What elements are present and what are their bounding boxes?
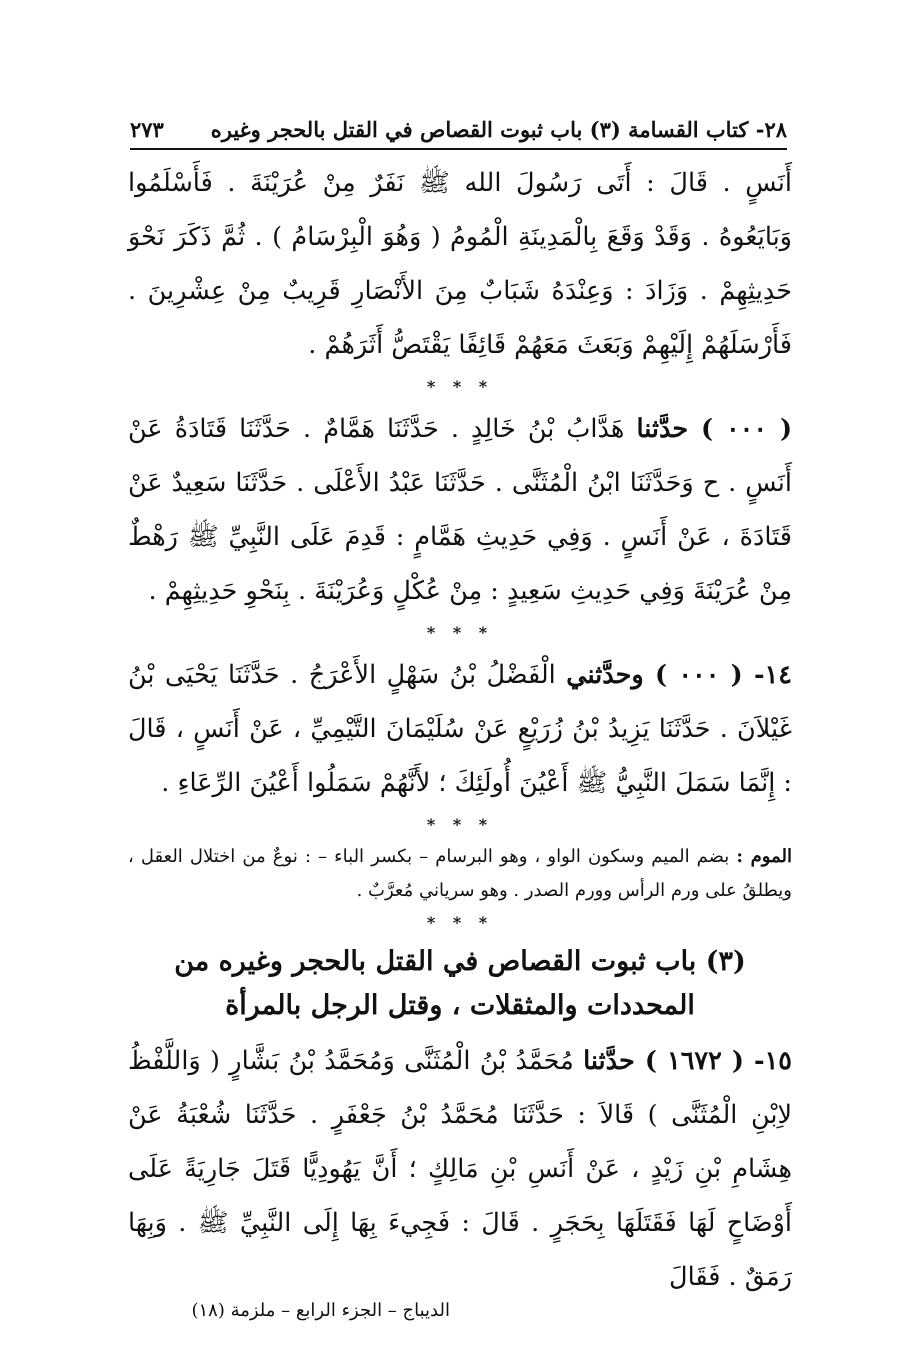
hadith-paragraph-2	[128, 402, 792, 618]
page-body	[128, 156, 792, 1304]
separator-stars-3: * * *	[426, 815, 494, 834]
hadith-lead-4: ١٥- ( ١٦٧٢ ) حدَّثنا	[583, 1046, 792, 1076]
separator-stars-2: * * *	[426, 623, 494, 642]
hadith-paragraph-3	[128, 648, 792, 810]
glossary-term: الموم :	[736, 846, 792, 867]
hadith-lead-2: ( ٠٠٠ ) حدَّثنا	[636, 414, 793, 444]
hadith-text-3: الْفَضْلُ بْنُ سَهْلٍ الأَعْرَجُ . حَدَّثَنَا يَحْيَى بْنُ غَيْلاَنَ . حَدَّثَنَا يَزِيدُ بْنُ زُرَيْعٍ عَنْ سُلَيْمَانَ التَّيْمِيِّ ، عَنْ أَنَسٍ ، قَالَ : إِنَّمَا سَمَلَ النَّبِيُّ ﷺ أَعْيُنَ أُولَئِكَ ؛ لأَنَّهُمْ سَمَلُوا أَعْيُنَ الرِّعَاءِ .	[128, 660, 792, 798]
section-title-line-1: (٣) باب ثبوت القصاص في القتل بالحجر وغيره من	[174, 946, 746, 977]
hadith-text-4: مُحَمَّدُ بْنُ الْمُثَنَّى وَمُحَمَّدُ بْنُ بَشَّارٍ ( وَاللَّفْظُ لاِبْنِ الْمُثَنَّى ) قَالاَ : حَدَّثَنَا مُحَمَّدُ بْنُ جَعْفَرٍ . حَدَّثَنَا شُعْبَةُ عَنْ هِشَامِ بْنِ زَيْدٍ ، عَنْ أَنَسِ بْنِ مَالِكٍ ؛ أَنَّ يَهُودِيًّا قَتَلَ جَارِيَةً عَلَى أَوْضَاحٍ لَهَا فَقَتَلَهَا بِحَجَرٍ . قَالَ : فَجِيءَ بِهَا إِلَى النَّبِيِّ ﷺ . وَبِهَا رَمَقٌ . فَقَالَ	[128, 1046, 792, 1292]
glossary-text: بضم الميم وسكون الواو ، وهو البرسام – بكسر الباء – : نوعٌ من اختلال العقل ، ويطلقُ على ورم الرأس وورم الصدر . وهو سرياني مُعرَّبٌ .	[128, 846, 792, 901]
page-header	[130, 104, 787, 150]
hadith-text-2: هَدَّابُ بْنُ خَالِدٍ . حَدَّثَنَا هَمَّامٌ . حَدَّثَنَا قَتَادَةُ عَنْ أَنَسٍ . ح وَحَدَّثَنَا ابْنُ الْمُثَنَّى . حَدَّثَنَا عَبْدُ الأَعْلَى . حَدَّثَنَا سَعِيدٌ عَنْ قَتَادَةَ ، عَنْ أَنَسٍ . وَفِي حَدِيثِ هَمَّامٍ : قَدِمَ عَلَى النَّبِيِّ ﷺ رَهْطٌ مِنْ عُرَيْنَةَ وَفِي حَدِيثِ سَعِيدٍ : مِنْ عُكْلٍ وَعُرَيْنَةَ . بِنَحْوِ حَدِيثِهِمْ .	[128, 414, 792, 606]
hadith-paragraph-4	[128, 1034, 792, 1304]
separator-stars-4: * * *	[426, 913, 494, 932]
section-title-line-2: المحددات والمثقلات ، وقتل الرجل بالمرأة	[225, 990, 695, 1021]
hadith-paragraph-1: أَنَسٍ . قَالَ : أَتَى رَسُولَ الله ﷺ نَفَرٌ مِنْ عُرَيْنَةَ . فَأَسْلَمُوا وَبَايَعُوهُ . وَقَدْ وَقَعَ بِالْمَدِينَةِ الْمُومُ ( وَهُوَ الْبِرْسَامُ ) . ثُمَّ ذَكَرَ نَحْوَ حَدِيثِهِمْ . وَزَادَ : وَعِنْدَهُ شَبَابٌ مِنَ الأَنْصَارِ قَرِيبٌ مِنْ عِشْرِينَ . فَأَرْسَلَهُمْ إِلَيْهِمْ وَبَعَثَ مَعَهُمْ قَائِفًا يَقْتَصُّ أَثَرَهُمْ .	[128, 168, 792, 360]
separator-stars-1: * * *	[426, 377, 494, 396]
hadith-lead-3: ١٤- ( ٠٠٠ ) وحدَّثني	[566, 660, 792, 690]
page-footer: الديباج – الجزء الرابع – ملزمة (١٨)	[191, 1300, 450, 1321]
section-title	[128, 940, 792, 1028]
glossary-note	[128, 840, 792, 908]
page-number: ٢٧٣	[130, 117, 164, 142]
chapter-title: ٢٨- كتاب القسامة (٣) باب ثبوت القصاص في القتل بالحجر وغيره	[210, 117, 787, 142]
